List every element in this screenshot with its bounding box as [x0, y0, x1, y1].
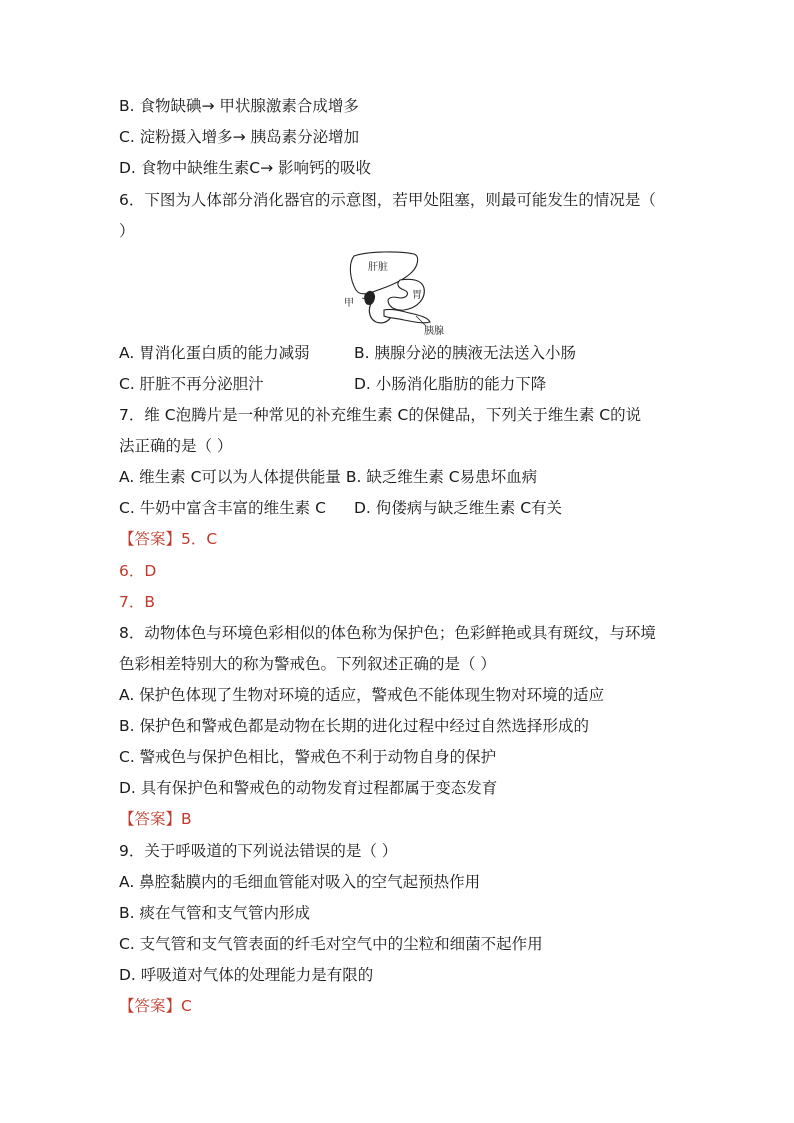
q5-option-c: C. 淀粉摄入增多→ 胰岛素分泌增加 [119, 128, 360, 146]
q7-option-d: D. 佝偻病与缺乏维生素 C有关 [354, 499, 563, 517]
digestive-organs-diagram [338, 250, 458, 336]
q6-option-c: C. 肝脏不再分泌胆汁 [119, 375, 264, 393]
answer-tag: 【答案】 [119, 997, 182, 1015]
q9-answer: C [181, 997, 192, 1015]
answer-5: 5．C [181, 530, 218, 548]
q9-answer-line [119, 996, 192, 1016]
q7-stem-line2: 法正确的是（ ） [119, 437, 233, 455]
q8-option-d: D. 具有保护色和警戒色的动物发育过程都属于变态发育 [119, 779, 498, 797]
q8-answer: B [181, 810, 192, 828]
q9-option-c: C. 支气管和支气管表面的纤毛对空气中的尘粒和细菌不起作用 [119, 935, 543, 953]
answer-tag: 【答案】 [119, 810, 182, 828]
q7-option-c: C. 牛奶中富含丰富的维生素 C [119, 499, 326, 517]
q5-option-b: B. 食物缺碘→ 甲状腺激素合成增多 [119, 97, 359, 115]
answer-tag: 【答案】 [119, 530, 182, 548]
pancreas-shape [384, 309, 430, 322]
q9-option-a: A. 鼻腔黏膜内的毛细血管能对吸入的空气起预热作用 [119, 873, 481, 891]
answer-7: 7．B [119, 593, 155, 611]
q6-option-a: A. 胃消化蛋白质的能力减弱 [119, 344, 310, 362]
q8-stem-line2: 色彩相差特别大的称为警戒色。下列叙述正确的是（ ） [119, 655, 496, 673]
gallbladder-shape [365, 291, 375, 304]
q6-stem-line2: ） [119, 222, 135, 240]
q9-option-b: B. 痰在气管和支气管内形成 [119, 904, 310, 922]
q8-answer-line [119, 809, 192, 829]
q9-stem: 9．关于呼吸道的下列说法错误的是（ ） [119, 842, 398, 860]
q8-option-a: A. 保护色体现了生物对环境的适应，警戒色不能体现生物对环境的适应 [119, 686, 605, 704]
label-pancreas: 胰腺 [424, 326, 444, 336]
q5-option-d: D. 食物中缺维生素C→ 影响钙的吸收 [119, 159, 372, 177]
answer-5-line [119, 529, 217, 549]
label-liver: 肝脏 [368, 262, 388, 273]
q9-option-d: D. 呼吸道对气体的处理能力是有限的 [119, 966, 374, 984]
q8-stem-line1: 8．动物体色与环境色彩相似的体色称为保护色；色彩鲜艳或具有斑纹，与环境 [119, 624, 656, 642]
answer-6: 6．D [119, 562, 157, 580]
label-jia: 甲 [344, 298, 354, 309]
q6-option-d: D. 小肠消化脂肪的能力下降 [354, 375, 547, 393]
q6-stem-line1: 6．下图为人体部分消化器官的示意图，若甲处阻塞，则最可能发生的情况是（ [119, 191, 656, 209]
q6-option-b: B. 胰腺分泌的胰液无法送入小肠 [354, 344, 576, 362]
label-stomach: 胃 [412, 290, 422, 301]
q8-option-b: B. 保护色和警戒色都是动物在长期的进化过程中经过自然选择形成的 [119, 717, 589, 735]
q8-option-c: C. 警戒色与保护色相比，警戒色不利于动物自身的保护 [119, 748, 497, 766]
q7-options-ab: A. 维生素 C可以为人体提供能量 B. 缺乏维生素 C易患坏血病 [119, 468, 538, 486]
q7-stem-line1: 7．维 C泡腾片是一种常见的补充维生素 C的保健品，下列关于维生素 C的说 [119, 406, 642, 424]
